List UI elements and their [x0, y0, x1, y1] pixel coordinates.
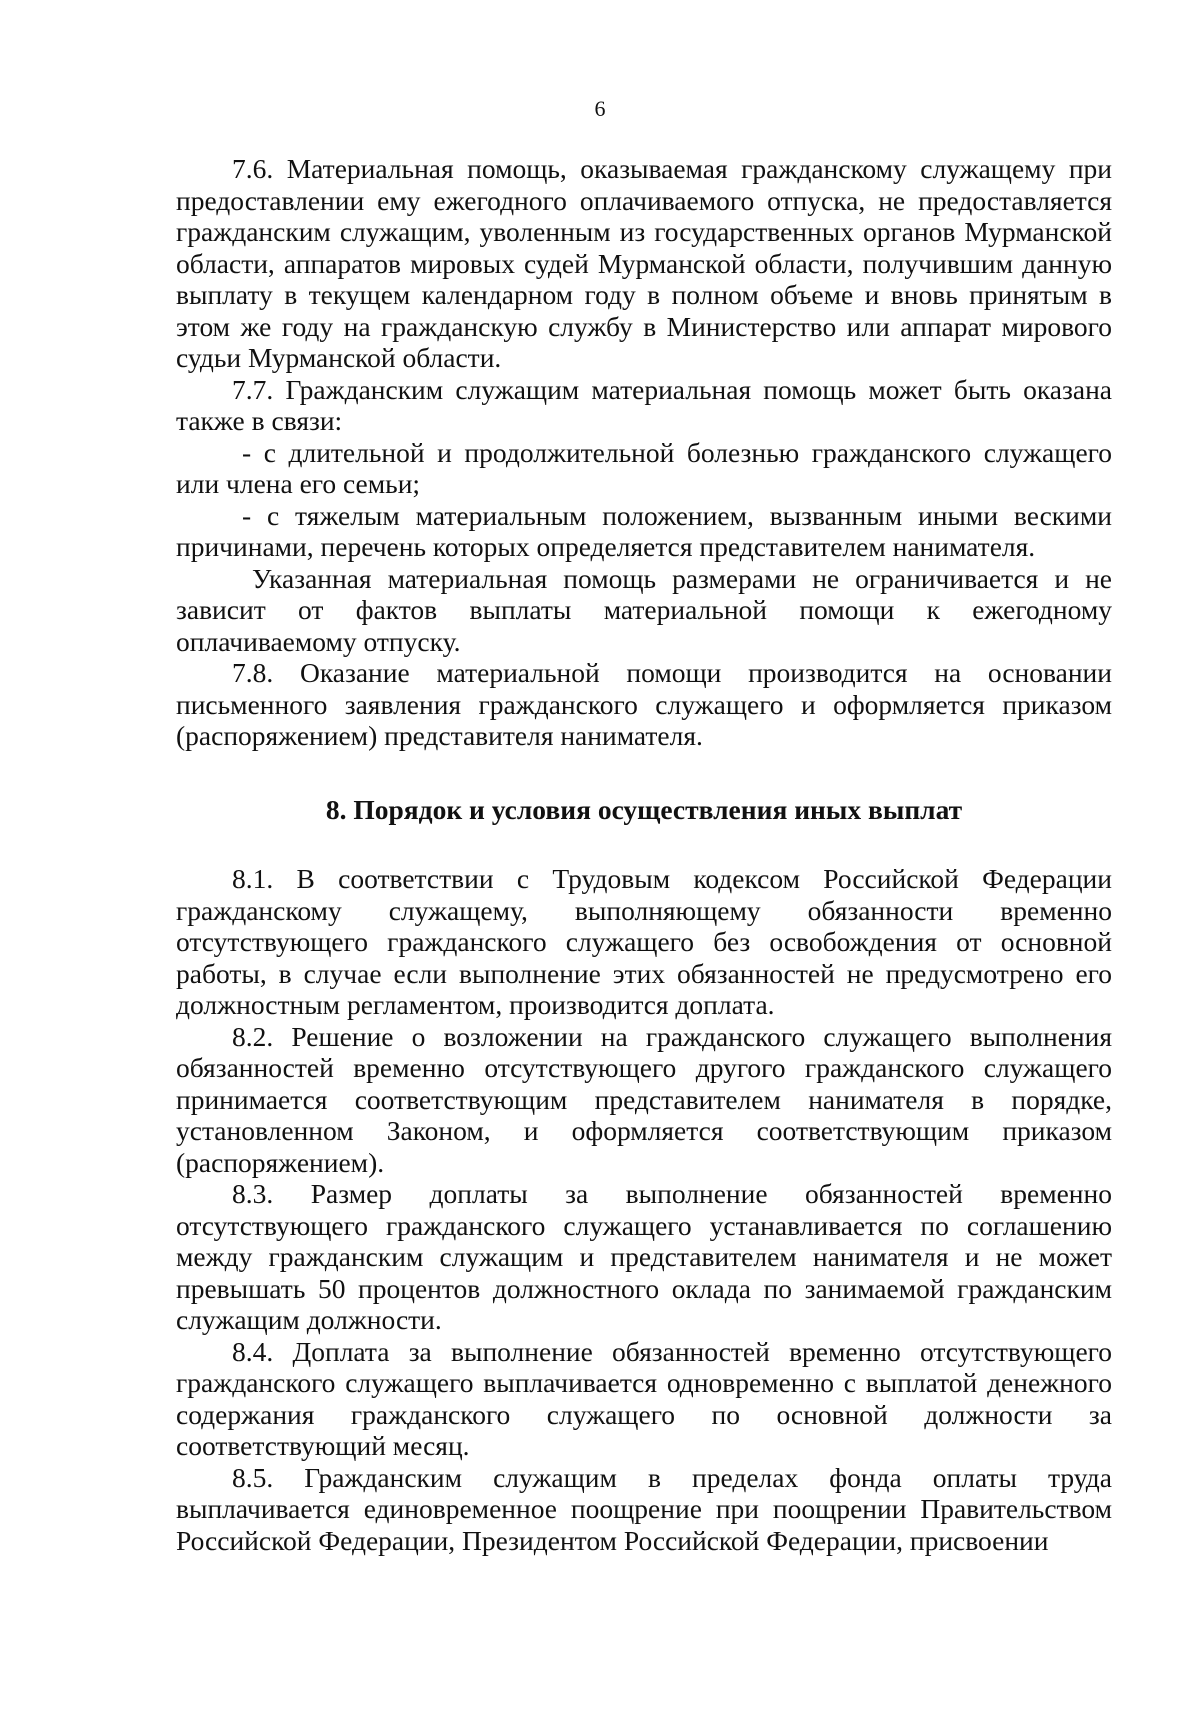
paragraph-7-8: 7.8. Оказание материальной помощи производится на основании письменного заявления гражданского служащего и оформляется приказом (распоряжением) представителя нанимателя.: [176, 657, 1112, 751]
page-number: 6: [594, 96, 606, 121]
paragraph-7-7: 7.7. Гражданским служащим материальная помощь может быть оказана также в связи:: [176, 373, 1112, 436]
paragraph-7-6: 7.6. Материальная помощь, оказываемая гражданскому служащему при предоставлении ему ежегодного оплачиваемого отпуска, не предоставляется гражданским служащим, уволенным из государственных органов Мурманской области, аппаратов мировых судей Мурманской области, получившим данную выплату в текущем календарном году в полном объеме и вновь принятым в этом же году на гражданскую службу в Министерство или аппарат мирового судьи Мурманской области.: [176, 153, 1112, 373]
section-8-heading: 8. Порядок и условия осуществления иных выплат: [325, 793, 963, 825]
paragraph-8-1: 8.1. В соответствии с Трудовым кодексом Российской Федерации гражданскому служащему, выполняющему обязанности временно отсутствующего гражданского служащего без освобождения от основной работы, в случае если выполнение этих обязанностей не предусмотрено его должностным регламентом, производится доплата.: [176, 863, 1112, 1020]
paragraph-8-2: 8.2. Решение о возложении на гражданского служащего выполнения обязанностей временно отсутствующего другого гражданского служащего принимается соответствующим представителем нанимателя в порядке, установленном Законом, и оформляется соответствующим приказом (распоряжением).: [176, 1020, 1112, 1178]
list-item-hardship: - с тяжелым материальным положением, вызванным иными вескими причинами, перечень которых определяется представителем нанимателя.: [176, 499, 1112, 562]
paragraph-8-4: 8.4. Доплата за выполнение обязанностей временно отсутствующего гражданского служащего выплачивается одновременно с выплатой денежного содержания гражданского служащего по основной должности за соответствующий месяц.: [176, 1335, 1112, 1461]
paragraph-8-5: 8.5. Гражданским служащим в пределах фонда оплаты труда выплачивается единовременное поощрение при поощрении Правительством Российской Федерации, Президентом Российской Федерации, присвоении: [176, 1461, 1112, 1556]
list-item-illness: - с длительной и продолжительной болезнью гражданского служащего или члена его семьи;: [176, 436, 1112, 499]
paragraph-8-3: 8.3. Размер доплаты за выполнение обязанностей временно отсутствующего гражданского служащего устанавливается по соглашению между гражданским служащим и представителем нанимателя и не может превышать 50 процентов должностного оклада по занимаемой гражданским служащим должности.: [176, 1178, 1112, 1335]
paragraph-assistance-note: Указанная материальная помощь размерами не ограничивается и не зависит от фактов выплаты материальной помощи к ежегодному оплачиваемому отпуску.: [176, 562, 1112, 657]
document-body: [176, 153, 1112, 1556]
